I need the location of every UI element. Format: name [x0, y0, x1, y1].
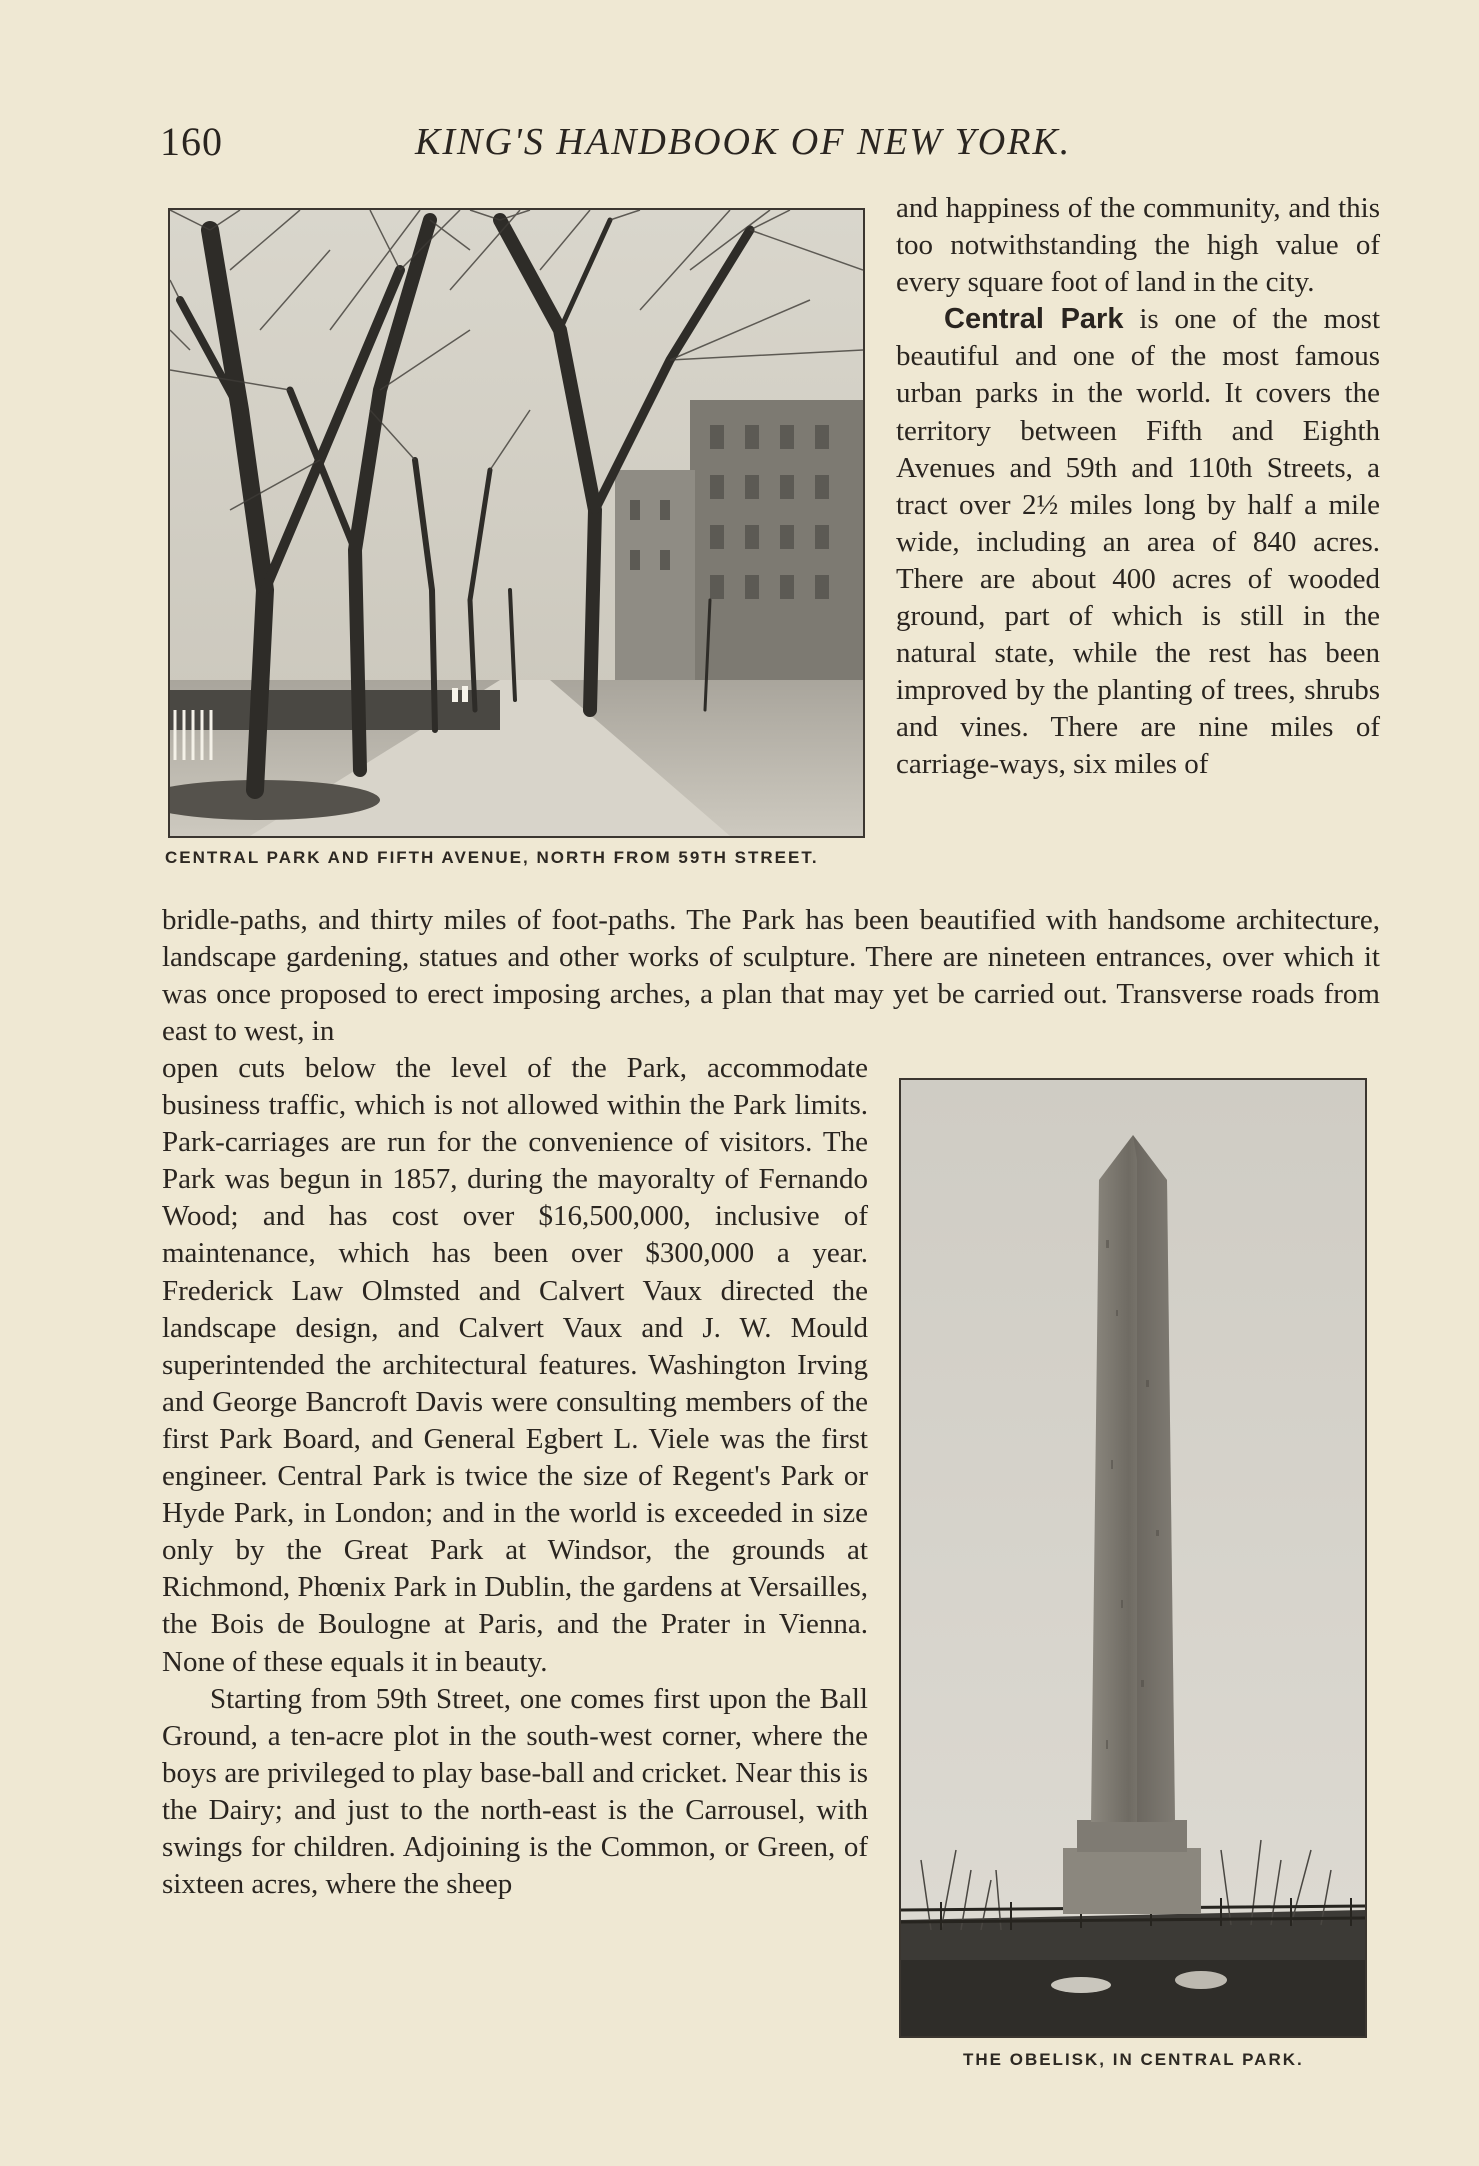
- right-column-paragraph-2: [896, 301, 1380, 783]
- page-header: [160, 118, 1380, 168]
- obelisk-illustration: [901, 1080, 1365, 2036]
- left-column-text: [162, 1050, 868, 1903]
- page-number: 160: [160, 119, 223, 164]
- left-column-paragraph-2: Starting from 59th Street, one comes first upon the Ball Ground, a ten-acre plot in the south-west corner, where the boys are privileged to play base-ball and cricket. Near this is the Dairy; and just to the north-east is the Carrousel, with swings for children. Adjoining is the Common, or Green, of sixteen acres, where the sheep: [162, 1682, 868, 1901]
- right-column-text: [896, 190, 1380, 784]
- right-column-paragraph-1: and happiness of the community, and this too notwithstanding the high value of every square foot of land in the city.: [896, 192, 1380, 299]
- right-column-paragraph-2-body: is one of the most beautiful and one of the most famous urban parks in the world. It covers the territory between Fifth and Eighth Avenues and 59th and 110th Streets, a tract over 2½ miles long by half a mile wide, including an area of 840 acres. There are about 400 acres of wooded ground, part of which is still in the natural state, while the rest has been improved by the planting of trees, shrubs and vines. There are nine miles of carriage-ways, six miles of: [896, 303, 1381, 781]
- fifth-avenue-illustration: [170, 210, 863, 836]
- fifth-avenue-caption: CENTRAL PARK AND FIFTH AVENUE, NORTH FROM 59TH STREET.: [165, 848, 819, 867]
- figure-obelisk: [899, 1078, 1367, 2069]
- figure-fifth-avenue: [165, 208, 865, 867]
- full-width-paragraph: bridle-paths, and thirty miles of foot-paths. The Park has been beautified with handsome architecture, landscape gardening, statues and other works of sculpture. There are nineteen entrances, over which it was once proposed to erect imposing arches, a plan that may yet be carried out. Transverse roads from east to west, in: [162, 904, 1380, 1048]
- running-title: KING'S HANDBOOK OF NEW YORK.: [415, 121, 1072, 163]
- left-column-paragraph-1: open cuts below the level of the Park, accommodate business traffic, which is not allowed within the Park limits. Park-carriages are run for the convenience of visitors. The Park was begun in 1857, during the mayoralty of Fernando Wood; and has cost over $16,500,000, inclusive of maintenance, which has been over $300,000 a year. Frederick Law Olmsted and Calvert Vaux directed the landscape design, and Calvert Vaux and J. W. Mould superintended the architectural features. Washington Irving and George Bancroft Davis were consulting members of the first Park Board, and General Egbert L. Viele was the first engineer. Central Park is twice the size of Regent's Park or Hyde Park, in London; and in the world is exceeded in size only by the Great Park at Windsor, the grounds at Richmond, Phœnix Park in Dublin, the gardens at Versailles, the Bois de Boulogne at Paris, and the Prater in Vienna. None of these equals it in beauty.: [162, 1052, 868, 1678]
- obelisk-photo: [899, 1078, 1367, 2038]
- full-width-text: [162, 902, 1380, 1050]
- obelisk-caption: THE OBELISK, IN CENTRAL PARK.: [963, 2050, 1304, 2069]
- fifth-avenue-photo: [168, 208, 865, 838]
- central-park-term: Central Park: [944, 303, 1124, 336]
